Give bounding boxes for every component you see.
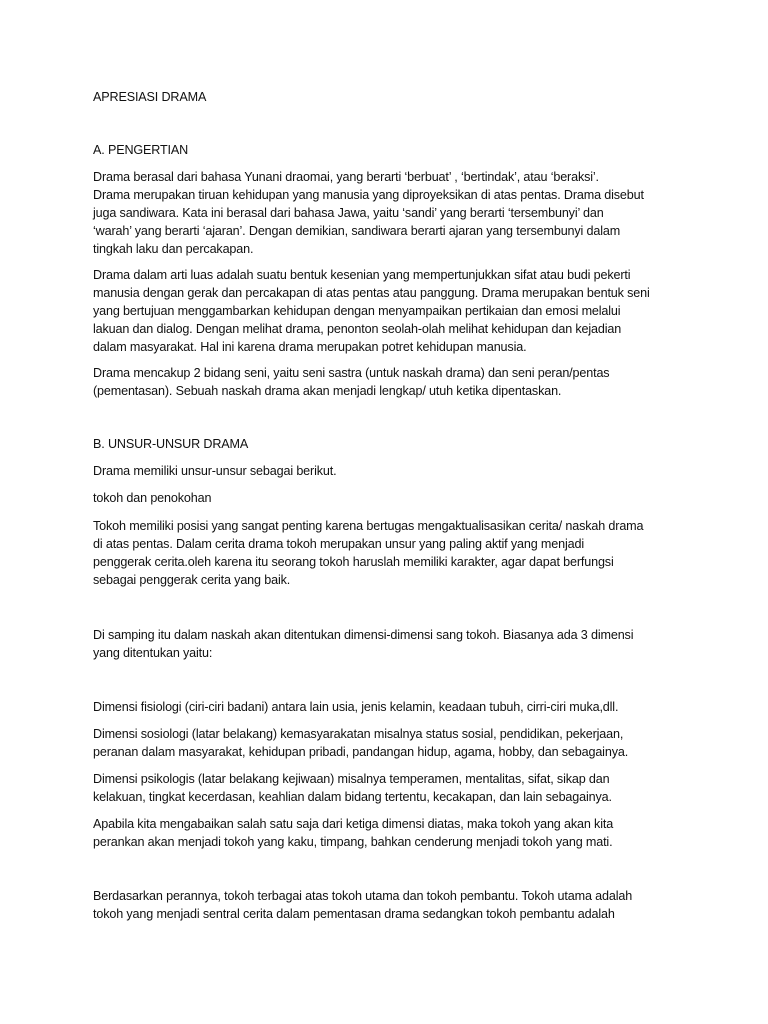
document-title: APRESIASI DRAMA [93,90,207,104]
dimensi-psikologis-paragraph-line: kelakuan, tingkat kecerdasan, keahlian dalam bidang tertentu, kecakapan, dan lain sebagainya. [93,790,612,804]
pengertian-paragraph-2-line: Drama dalam arti luas adalah suatu bentuk kesenian yang mempertunjukkan sifat atau budi pekerti [93,268,631,282]
apabila-paragraph-line: Apabila kita mengabaikan salah satu saja dari ketiga dimensi diatas, maka tokoh yang akan kita [93,817,614,831]
dimensi-sosiologi-paragraph-line: Dimensi sosiologi (latar belakang) kemasyarakatan misalnya status sosial, pendidikan, pekerjaan, [93,727,624,741]
section-a-heading: A. PENGERTIAN [93,143,189,157]
dimensi-paragraph-line: Di samping itu dalam naskah akan ditentukan dimensi-dimensi sang tokoh. Biasanya ada 3 dimensi [93,628,634,642]
pengertian-paragraph-2-line: dalam masyarakat. Hal ini karena drama merupakan potret kehidupan manusia. [93,340,527,354]
tokoh-paragraph-line: penggerak cerita.oleh karena itu seorang tokoh haruslah memiliki karakter, agar dapat berfungsi [93,555,614,569]
unsur-intro-line: Drama memiliki unsur-unsur sebagai berikut. [93,464,337,478]
dimensi-psikologis-paragraph-line: Dimensi psikologis (latar belakang kejiwaan) misalnya temperamen, mentalitas, sifat, sikap dan [93,772,610,786]
pengertian-paragraph-1-line: juga sandiwara. Kata ini berasal dari bahasa Jawa, yaitu ‘sandi’ yang berarti ‘tersembunyi’ dan [93,206,604,220]
pengertian-paragraph-1-line: tingkah laku dan percakapan. [93,242,254,256]
pengertian-paragraph-2-line: lakuan dan dialog. Dengan melihat drama, penonton seolah-olah melihat kehidupan dan kejadian [93,322,622,336]
pengertian-paragraph-1-line: Drama berasal dari bahasa Yunani draomai, yang berarti ‘berbuat’ , ‘bertindak’, atau ‘beraksi’. [93,170,599,184]
tokoh-paragraph-line: sebagai penggerak cerita yang baik. [93,573,291,587]
pengertian-paragraph-1-line: ‘warah’ yang berarti ‘ajaran’. Dengan demikian, sandiwara berarti ajaran yang tersembunyi dalam [93,224,621,238]
pengertian-paragraph-3-line: (pementasan). Sebuah naskah drama akan menjadi lengkap/ utuh ketika dipentaskan. [93,384,562,398]
tokoh-paragraph-line: di atas pentas. Dalam cerita drama tokoh merupakan unsur yang paling aktif yang menjadi [93,537,584,551]
dimensi-sosiologi-paragraph-line: peranan dalam masyarakat, kehidupan pribadi, pandangan hidup, agama, hobby, dan sebagainya. [93,745,629,759]
apabila-paragraph-line: perankan akan menjadi tokoh yang kaku, timpang, bahkan cenderung menjadi tokoh yang mati. [93,835,613,849]
unsur-subheading-line: tokoh dan penokohan [93,491,212,505]
pengertian-paragraph-1-line: Drama merupakan tiruan kehidupan yang manusia yang diproyeksikan di atas pentas. Drama disebut [93,188,644,202]
berdasarkan-paragraph-line: Berdasarkan perannya, tokoh terbagai atas tokoh utama dan tokoh pembantu. Tokoh utama adalah [93,889,633,903]
pengertian-paragraph-3-line: Drama mencakup 2 bidang seni, yaitu seni sastra (untuk naskah drama) dan seni peran/pentas [93,366,610,380]
tokoh-paragraph-line: Tokoh memiliki posisi yang sangat penting karena bertugas mengaktualisasikan cerita/ naskah drama [93,519,644,533]
dimensi-paragraph-line: yang ditentukan yaitu: [93,646,213,660]
pengertian-paragraph-2-line: yang bertujuan menggambarkan kehidupan dengan menyampaikan pertikaian dan emosi melalui [93,304,621,318]
dimensi-fisiologi-paragraph-line: Dimensi fisiologi (ciri-ciri badani) antara lain usia, jenis kelamin, keadaan tubuh, cirri-ciri muka,dll. [93,700,619,714]
section-b-heading: B. UNSUR-UNSUR DRAMA [93,437,249,451]
pengertian-paragraph-2-line: manusia dengan gerak dan percakapan di atas pentas atau panggung. Drama merupakan bentuk seni [93,286,650,300]
berdasarkan-paragraph-line: tokoh yang menjadi sentral cerita dalam pementasan drama sedangkan tokoh pembantu adalah [93,907,615,921]
